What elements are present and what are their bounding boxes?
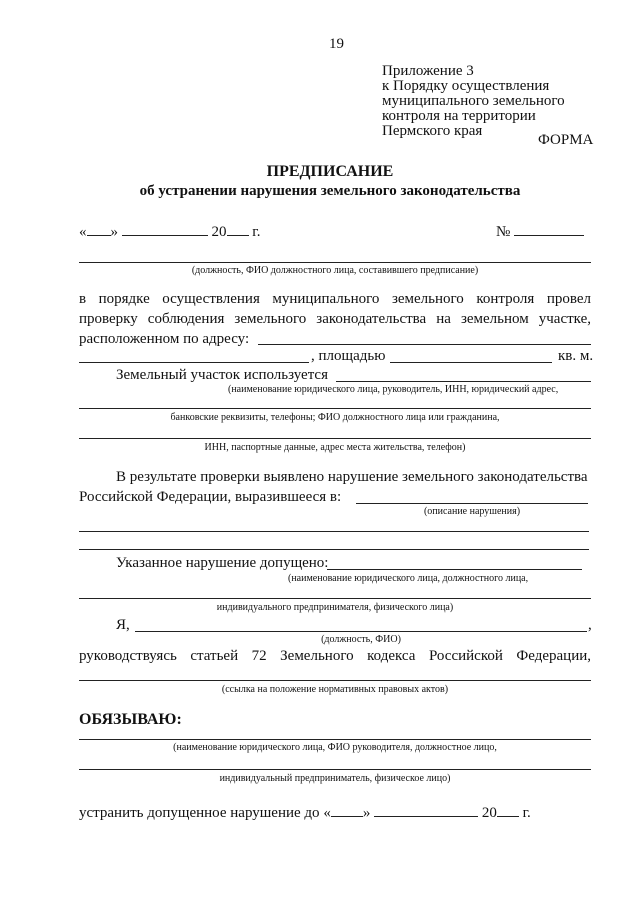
area-label: , площадью <box>311 348 386 364</box>
guided-text: руководствуясь статьей 72 Земельного кодекса Российской Федерации, <box>79 648 591 664</box>
year-suffix: г. <box>252 224 261 240</box>
document-subtitle: об устранении нарушения земельного законодательства <box>139 183 521 199</box>
appendix-line-2: к Порядку осуществления <box>382 78 550 94</box>
violation-field-3[interactable] <box>79 549 589 550</box>
acts-field[interactable] <box>79 680 591 681</box>
violation-field[interactable] <box>356 503 588 504</box>
entity-field-3[interactable] <box>79 438 591 439</box>
year-field[interactable] <box>227 221 249 236</box>
violator-field[interactable] <box>327 569 582 570</box>
year-prefix: 20 <box>211 224 227 240</box>
number-field[interactable] <box>514 221 584 236</box>
appendix-line-4: контроля на территории <box>382 108 536 124</box>
caption-position: (должность, ФИО) <box>321 634 401 645</box>
i-label: Я, <box>116 617 130 633</box>
comma: , <box>588 617 592 633</box>
eliminate-close-quote: » <box>362 805 371 821</box>
caption-violation: (описание нарушения) <box>423 506 521 517</box>
eliminate-month-field[interactable] <box>374 802 478 817</box>
eliminate-open-quote: « <box>323 805 331 821</box>
violation-field-2[interactable] <box>79 531 589 532</box>
appendix-line-1: Приложение 3 <box>382 63 474 79</box>
address-field-2[interactable] <box>79 362 309 363</box>
form-label: ФОРМА <box>538 132 594 148</box>
eliminate-day-field[interactable] <box>331 802 363 817</box>
position-field[interactable] <box>135 631 587 632</box>
eliminate-year-field[interactable] <box>497 802 519 817</box>
eliminate-year-prefix: 20 <box>481 805 497 821</box>
paragraph-line-2: проверку соблюдения земельного законодательства на земельном участке, <box>79 311 591 327</box>
obliged-field-2[interactable] <box>79 769 591 770</box>
area-unit: кв. м. <box>558 348 594 364</box>
caption-entity-1: (наименование юридического лица, руководитель, ИНН, юридический адрес, <box>228 384 559 395</box>
appendix-line-3: муниципального земельного <box>382 93 565 109</box>
result-line-2: Российской Федерации, выразившееся в: <box>79 489 342 505</box>
entity-field-2[interactable] <box>79 408 591 409</box>
plot-user-field[interactable] <box>336 381 591 382</box>
eliminate-row <box>79 802 531 822</box>
caption-official: (должность, ФИО должностного лица, составившего предписание) <box>191 265 479 276</box>
paragraph-line-3: расположенном по адресу: <box>79 331 250 347</box>
obliged-field[interactable] <box>79 739 591 740</box>
official-field[interactable] <box>79 262 591 263</box>
committed-label: Указанное нарушение допущено: <box>116 555 329 571</box>
number-row <box>496 221 584 241</box>
caption-obliged-1: (наименование юридического лица, ФИО руководителя, должностное лицо, <box>173 742 497 753</box>
eliminate-year-suffix: г. <box>522 805 531 821</box>
date-open-quote: « <box>79 224 87 240</box>
day-field[interactable] <box>87 221 111 236</box>
caption-violator-1: (наименование юридического лица, должностного лица, <box>288 573 529 584</box>
result-line-1: В результате проверки выявлено нарушение земельного законодательства <box>116 469 588 485</box>
number-label: № <box>496 224 511 240</box>
appendix-line-5: Пермского края <box>382 123 483 139</box>
caption-violator-2: индивидуального предпринимателя, физического лица) <box>216 602 454 613</box>
document-title: ПРЕДПИСАНИЕ <box>266 163 394 180</box>
eliminate-label: устранить допущенное нарушение до <box>79 805 320 821</box>
area-field[interactable] <box>390 362 552 363</box>
page-number: 19 <box>329 36 344 52</box>
oblige-heading: ОБЯЗЫВАЮ: <box>79 711 182 728</box>
violator-field-2[interactable] <box>79 598 591 599</box>
month-field[interactable] <box>122 221 208 236</box>
date-close-quote: » <box>110 224 118 240</box>
caption-entity-3: ИНН, паспортные данные, адрес места жительства, телефон) <box>204 442 466 453</box>
caption-obliged-2: индивидуальный предприниматель, физическое лицо) <box>219 773 451 784</box>
paragraph-line-1: в порядке осуществления муниципального земельного контроля провел <box>79 291 591 307</box>
date-row <box>79 221 260 241</box>
address-field[interactable] <box>258 344 591 345</box>
caption-acts: (ссылка на положение нормативных правовых актов) <box>221 684 449 695</box>
caption-entity-2: банковские реквизиты, телефоны; ФИО должностного лица или гражданина, <box>170 412 500 423</box>
plot-used-label: Земельный участок используется <box>116 367 328 383</box>
